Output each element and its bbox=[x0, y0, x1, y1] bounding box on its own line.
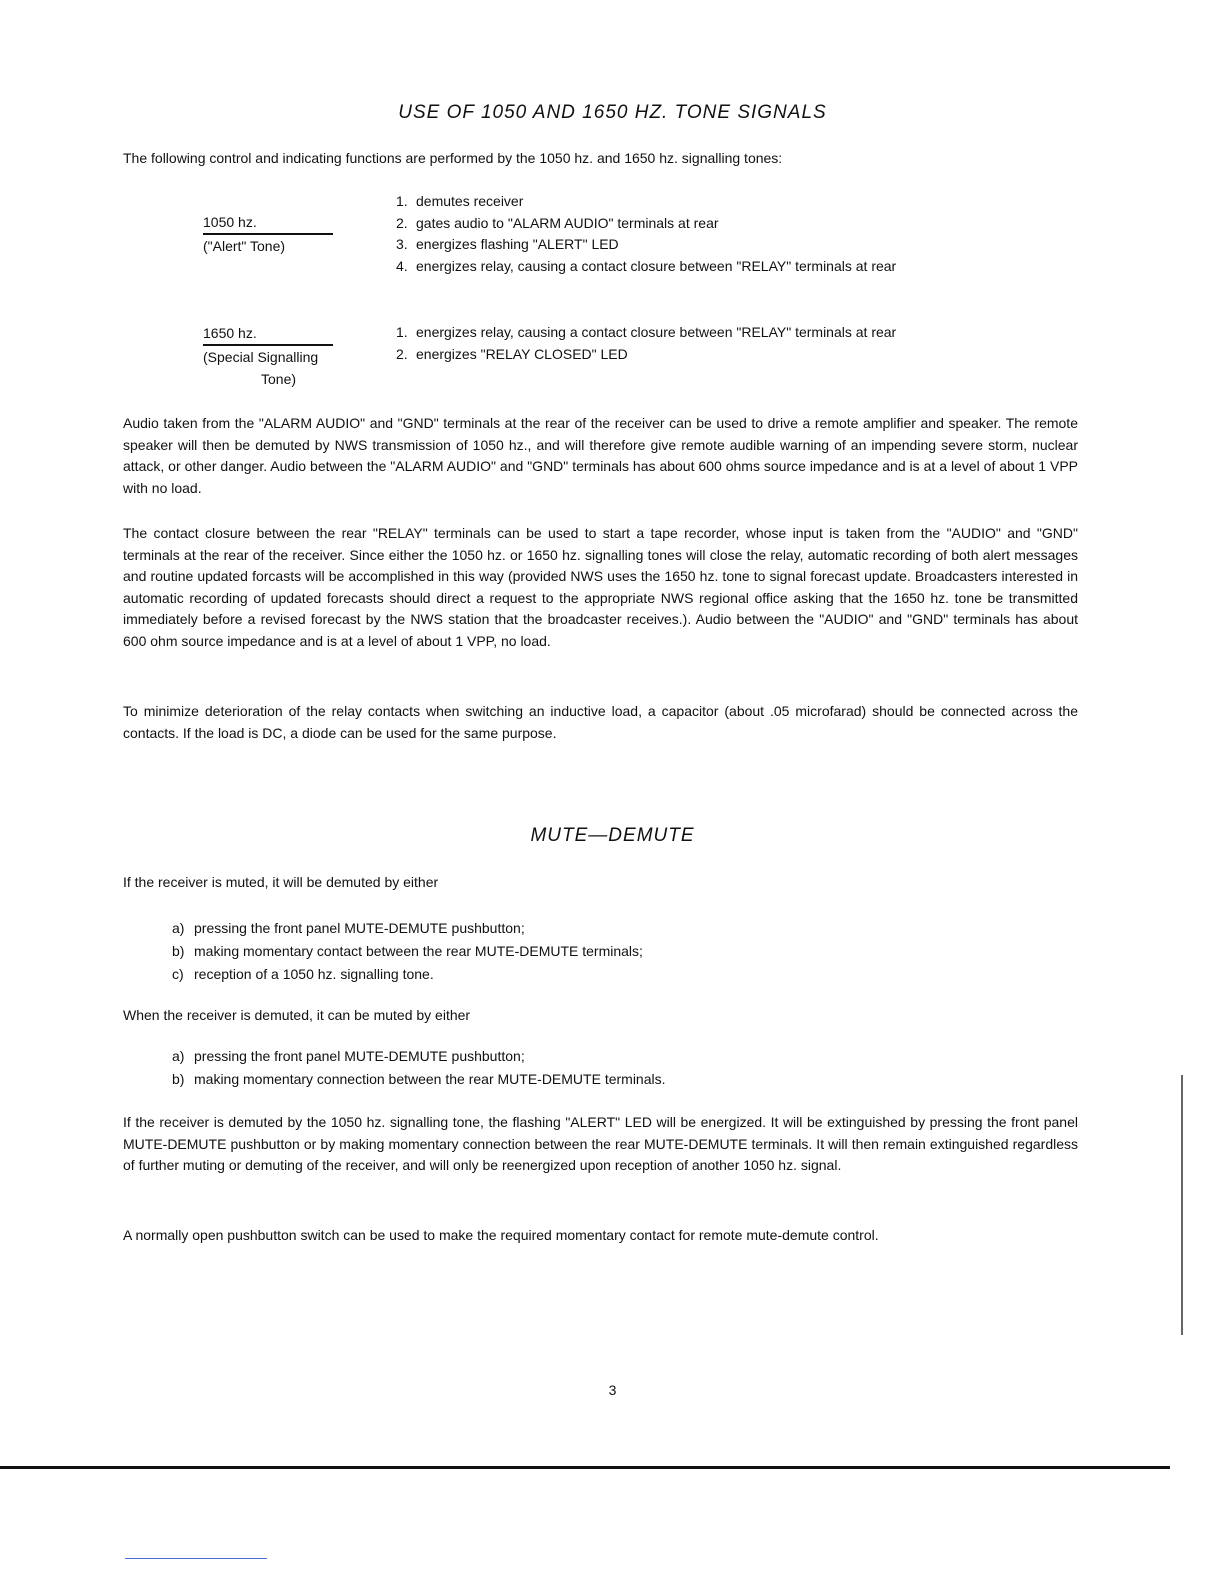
demute-list bbox=[172, 917, 643, 986]
list-item: a) pressing the front panel MUTE-DEMUTE pushbutton; bbox=[172, 1048, 525, 1064]
section-title-mute-demute: MUTE—DEMUTE bbox=[530, 825, 695, 846]
function-list-1650 bbox=[396, 322, 896, 365]
paragraph-alert-led: If the receiver is demuted by the 1050 hz. signalling tone, the flashing "ALERT" LED will be energized. It will be extinguished by pressing the front panel MUTE-DEMUTE pushbutton or by making momentary connection between the rear MUTE-DEMUTE terminals. It will then remain extinguished regardless of further muting or demuting of the receiver, and will only be reenergized upon reception of another 1050 hz. signal. bbox=[123, 1114, 1078, 1174]
paragraph-relay-contact: The contact closure between the rear "RELAY" terminals can be used to start a tape recorder, whose input is taken from the "AUDIO" and "GND" terminals at the rear of the receiver. Since either the 1050 hz. or 1650 hz. signalling tones will close the relay, automatic recording of both alert messages and routine updated forcasts will be accomplished in this way (provided NWS uses the 1650 hz. tone to signal forecast update. Broadcasters interested in automatic recording of updated forecasts should direct a request to the appropriate NWS regional office asking that the 1650 hz. tone be transmitted immediately before a revised forecast by the NWS station that the broadcaster receives.). Audio between the "AUDIO" and "GND" terminals has about 600 ohm source impedance and is at a level of about 1 VPP, no load. bbox=[123, 525, 1078, 649]
function-item: 1. energizes relay, causing a contact closure between "RELAY" terminals at rear bbox=[396, 324, 897, 340]
function-item: 2. gates audio to "ALARM AUDIO" terminals at rear bbox=[396, 214, 719, 231]
tone-name-1650: 1650 hz. bbox=[203, 322, 333, 346]
list-item: c) reception of a 1050 hz. signalling tone. bbox=[172, 966, 434, 982]
function-item: 1. demutes receiver bbox=[396, 193, 524, 209]
tone-subtitle-1650-line2: Tone) bbox=[261, 371, 297, 387]
page-number: 3 bbox=[608, 1382, 617, 1398]
paragraph-alarm-audio: Audio taken from the "ALARM AUDIO" and "GND" terminals at the rear of the receiver can be used to drive a remote amplifier and speaker. The remote speaker will then be demuted by NWS transmission of 1050 hz., and will therefore give remote audible warning of an impending severe storm, nuclear attack, or other danger. Audio between the "ALARM AUDIO" and "GND" terminals has about 600 ohms source impedance and is at a level of about 1 VPP with no load. bbox=[123, 415, 1078, 496]
list-item: a) pressing the front panel MUTE-DEMUTE pushbutton; bbox=[172, 920, 525, 936]
mute-list bbox=[172, 1045, 666, 1091]
paragraph-remote-control: A normally open pushbutton switch can be used to make the required momentary contact for remote mute-demute control. bbox=[123, 1227, 879, 1243]
tone-label-1650 bbox=[203, 322, 333, 390]
tone-name-1050: 1050 hz. bbox=[203, 211, 333, 235]
tone-label-1050 bbox=[203, 211, 333, 257]
scan-edge-mark bbox=[1181, 1075, 1183, 1335]
demute-intro: If the receiver is muted, it will be demuted by either bbox=[123, 874, 439, 890]
intro-paragraph: The following control and indicating functions are performed by the 1050 hz. and 1650 hz. signalling tones: bbox=[123, 150, 783, 166]
section-title-tone-signals: USE OF 1050 AND 1650 HZ. TONE SIGNALS bbox=[398, 102, 827, 123]
mute-intro: When the receiver is demuted, it can be muted by either bbox=[123, 1007, 471, 1023]
paragraph-relay-protection: To minimize deterioration of the relay contacts when switching an inductive load, a capacitor (about .05 microfarad) should be connected across the contacts. If the load is DC, a diode can be used for the same purpose. bbox=[123, 703, 1078, 741]
list-item: b) making momentary contact between the rear MUTE-DEMUTE terminals; bbox=[172, 943, 643, 959]
tone-subtitle-1050: ("Alert" Tone) bbox=[203, 238, 286, 254]
function-item: 3. energizes flashing "ALERT" LED bbox=[396, 236, 619, 252]
list-item: b) making momentary connection between the rear MUTE-DEMUTE terminals. bbox=[172, 1071, 666, 1087]
tone-subtitle-1650: (Special Signalling bbox=[203, 349, 319, 365]
function-item: 4. energizes relay, causing a contact closure between "RELAY" terminals at rear bbox=[396, 257, 897, 274]
function-list-1050 bbox=[396, 191, 896, 277]
function-item: 2. energizes "RELAY CLOSED" LED bbox=[396, 345, 628, 362]
footer-link-line bbox=[125, 1558, 267, 1559]
bottom-rule bbox=[0, 1466, 1170, 1469]
